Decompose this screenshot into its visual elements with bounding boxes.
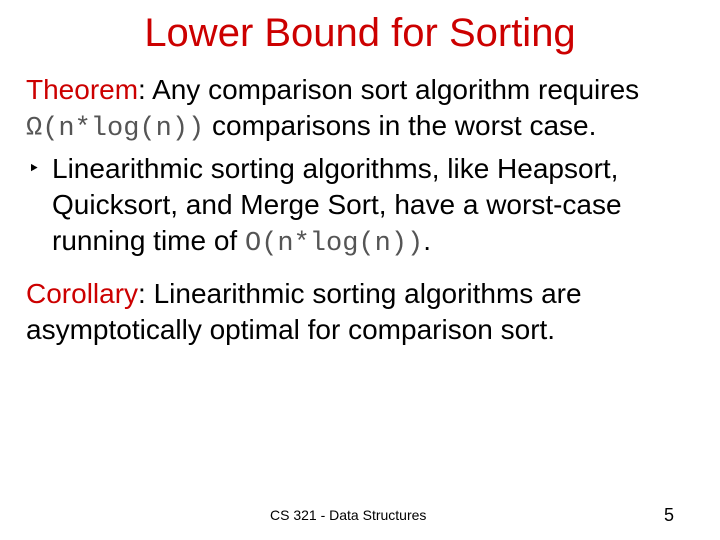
theorem-text-2: comparisons in the worst case.	[204, 110, 597, 141]
bullet-arrow-icon: ‣	[28, 158, 40, 180]
bullet-end: .	[423, 225, 432, 256]
slide-body	[26, 72, 706, 348]
corollary-text: Linearithmic sorting algorithms are asymptotically optimal for comparison sort.	[26, 278, 582, 345]
corollary-label: Corollary	[26, 278, 139, 309]
theorem-text-1: Any comparison sort algorithm requires	[152, 74, 640, 105]
page-number: 5	[664, 505, 675, 525]
footer-course: CS 321 - Data Structures	[270, 507, 427, 523]
corollary-paragraph	[26, 276, 706, 348]
slide-title: Lower Bound for Sorting	[144, 11, 576, 55]
theorem-label: Theorem	[26, 74, 139, 105]
theorem-math: Ω(n*log(n))	[26, 114, 205, 144]
bullet-item	[26, 151, 706, 262]
bullet-text: Linearithmic sorting algorithms, like Heapsort, Quicksort, and Merge Sort, have a worst-case running time of	[52, 153, 622, 256]
corollary-separator: :	[138, 278, 154, 309]
theorem-separator: :	[138, 74, 153, 105]
bullet-math: O(n*log(n))	[245, 229, 424, 259]
theorem-paragraph	[26, 72, 706, 147]
